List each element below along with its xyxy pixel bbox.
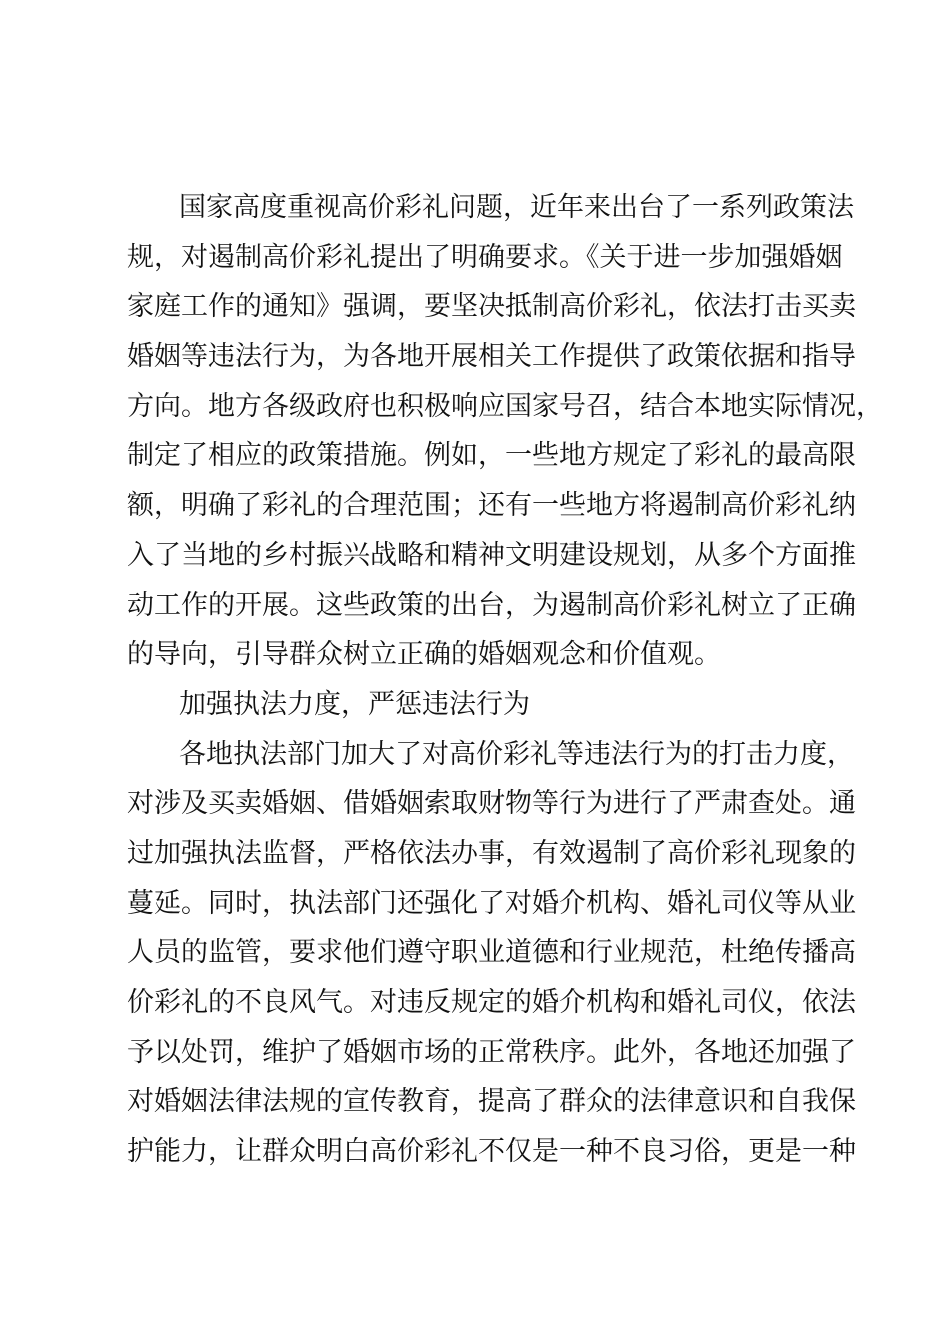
section-heading-enforcement xyxy=(127,680,847,730)
paragraph-line: 制定了相应的政策措施。例如，一些地方规定了彩礼的最高限 xyxy=(127,440,856,472)
paragraph-policy xyxy=(127,183,883,680)
paragraph-line: 人员的监管，要求他们遵守职业道德和行业规范，杜绝传播高 xyxy=(127,937,856,969)
paragraph-line: 额，明确了彩礼的合理范围；还有一些地方将遏制高价彩礼纳 xyxy=(127,490,856,522)
paragraph-line: 的导向，引导群众树立正确的婚姻观念和价值观。 xyxy=(127,639,721,671)
document-body xyxy=(127,183,883,1177)
paragraph-line: 规，对遏制高价彩礼提出了明确要求。《关于进一步加强婚姻 xyxy=(127,241,843,273)
paragraph-line: 过加强执法监督，严格依法办事，有效遏制了高价彩礼现象的 xyxy=(127,837,856,869)
paragraph-line: 入了当地的乡村振兴战略和精神文明建设规划，从多个方面推 xyxy=(127,539,856,571)
paragraph-line: 动工作的开展。这些政策的出台，为遏制高价彩礼树立了正确 xyxy=(127,589,856,621)
paragraph-line: 婚姻等违法行为，为各地开展相关工作提供了政策依据和指导 xyxy=(127,341,856,373)
paragraph-line: 蔓延。同时，执法部门还强化了对婚介机构、婚礼司仪等从业 xyxy=(127,887,856,919)
section-heading-line: 加强执法力度，严惩违法行为 xyxy=(179,688,530,720)
paragraph-line: 方向。地方各级政府也积极响应国家号召，结合本地实际情况， xyxy=(127,390,883,422)
paragraph-line: 对涉及买卖婚姻、借婚姻索取财物等行为进行了严肃查处。通 xyxy=(127,788,856,820)
paragraph-line: 予以处罚，维护了婚姻市场的正常秩序。此外，各地还加强了 xyxy=(127,1036,856,1068)
paragraph-line: 各地执法部门加大了对高价彩礼等违法行为的打击力度， xyxy=(179,738,854,770)
paragraph-line: 价彩礼的不良风气。对违反规定的婚介机构和婚礼司仪，依法 xyxy=(127,987,856,1018)
paragraph-line: 家庭工作的通知》强调，要坚决抵制高价彩礼，依法打击买卖 xyxy=(127,291,856,323)
paragraph-line: 国家高度重视高价彩礼问题，近年来出台了一系列政策法 xyxy=(179,192,854,223)
paragraph-line: 对婚姻法律法规的宣传教育，提高了群众的法律意识和自我保 xyxy=(127,1086,856,1118)
paragraph-enforcement xyxy=(127,730,856,1177)
paragraph-line: 护能力，让群众明白高价彩礼不仅是一种不良习俗，更是一种 xyxy=(127,1136,856,1168)
